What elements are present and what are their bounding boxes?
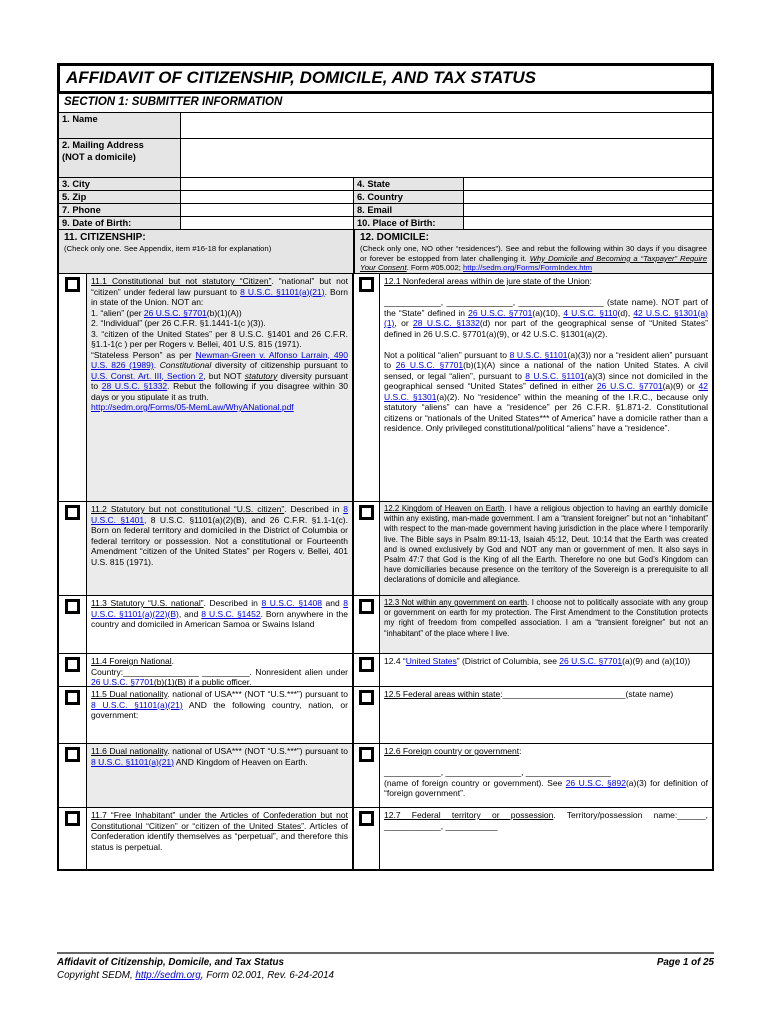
checkbox-cell-12-2 — [352, 502, 379, 595]
mailing-address-label-line1: 2. Mailing Address — [62, 140, 144, 150]
item-11-2: 11.2 Statutory but not constitutional “U.S. citizen”. Described in 8 U.S.C. §1401, 8 U.S.C. §1101(a)(2)(B), and 26 C.F.R. §1.1-1(c). Born on federal territory and domiciled in the District of Columbia or federal territory or possession. Not a constitutional or Fourteenth Amendment “citizen of the United States” per Rogers v. Bellei, 401 U.S. 815 (1971). — [86, 502, 352, 595]
statute-link[interactable]: 4 U.S.C. §110 — [563, 307, 618, 318]
statute-link[interactable]: 26 U.S.C. §7701 — [559, 656, 623, 666]
phone-input[interactable] — [180, 204, 353, 216]
footer-page-indicator: Page 1 of 25 — [656, 957, 714, 968]
checkbox-cell-12-6 — [352, 744, 379, 807]
checkbox-cell-11-3 — [59, 596, 86, 653]
email-input[interactable] — [463, 204, 712, 216]
checkbox-12-6[interactable] — [359, 747, 374, 762]
mailing-address-label-line2: (NOT a domicile) — [62, 151, 136, 162]
domicile-header-title: 12. DOMICILE: — [360, 232, 429, 243]
statute-link[interactable]: 26 U.S.C. §7701 — [143, 307, 207, 318]
checkbox-cell-12-3 — [352, 596, 379, 653]
checkbox-cell-11-5 — [59, 687, 86, 743]
statute-link[interactable]: 26 U.S.C. §7701 — [596, 381, 663, 391]
item-12-4: 12.4 “United States” (District of Columbia, see 26 U.S.C. §7701(a)(9) and (a)(10)) — [379, 654, 712, 686]
city-label: 3. City — [59, 178, 180, 190]
statute-link[interactable]: 26 U.S.C. §7701 — [468, 307, 533, 318]
item-11-6: 11.6 Dual nationality. national of USA*** (NOT “U.S.***”) pursuant to 8 U.S.C. §1101(a)(21) AND Kingdom of Heaven on Earth. — [86, 744, 352, 807]
name-input[interactable] — [180, 113, 712, 138]
citizenship-header-note: (Check only one. See Appendix, item #16-18 for explanation) — [64, 244, 272, 253]
statute-link[interactable]: http://sedm.org/Forms/05-MemLaw/WhyANational.pdf — [91, 402, 294, 412]
item-12-3: 12.3 Not within any government on earth. I choose not to politically associate with any group or government on earth for my protection. The First Amendment to the Constitution protects my right of freedom from compelled association. I am a “transient foreigner” but not an “inhabitant” of the place where I live. — [379, 596, 712, 653]
item-12-1: 12.1 Nonfederal areas within de jure state of the Union: ____________, ______________, __________________ (state name). NOT part of the “State” defined in 26 U.S.C. §7701(a)(10), 4 U.S.C. §110(d), 42 U.S.C. §1301(a)(1), or 28 U.S.C. §1332(d) nor part of the geographical sense of “United States” defined in 26 U.S.C. §7701(a)(9), or 42 U.S.C. §1301(a)(2). Not a political “alien” pursuant to 8 U.S.C. §1101(a)(3)) nor a “resident alien” pursuant to 26 U.S.C. §7701(b)(1)(A) since a national of the nation United States. A civil sensed, or legal “alien”, pursuant to 8 U.S.C. §1101(a)(3) since not domiciled in the geographical sensed “United States” defined in either 26 U.S.C. §7701(a)(9) or 42 U.S.C. §1301(a)(2). No “residence” within the meaning of the I.R.C., because only statutory “aliens” can have a “residence” per 26 C.F.R. §1.871-2. Constitutional citizens or “nationals of the United States*** of America” have a domicile rather than a residence. Only privileged constitutional/political “aliens” have a “residence”. — [379, 274, 712, 501]
page-footer — [57, 952, 714, 982]
checkbox-cell-11-7 — [59, 808, 86, 869]
statute-link[interactable]: United States — [405, 656, 457, 666]
pob-input[interactable] — [463, 217, 712, 229]
item-11-4: 11.4 Foreign National. Country:________________ __________. Nonresident alien under 26 U.S.C. §7701(b)(1)(B) if a public officer. — [86, 654, 352, 686]
statute-link[interactable]: 26 U.S.C. §7701 — [395, 360, 464, 370]
checkbox-12-3[interactable] — [359, 599, 374, 614]
checkbox-cell-12-5 — [352, 687, 379, 743]
zip-label: 5. Zip — [59, 191, 180, 203]
checkbox-cell-12-7 — [352, 808, 379, 869]
checkbox-cell-11-1 — [59, 274, 86, 501]
checkbox-11-4[interactable] — [65, 657, 80, 672]
checkbox-12-5[interactable] — [359, 690, 374, 705]
dob-label: 9. Date of Birth: — [59, 217, 180, 229]
email-label: 8. Email — [353, 204, 463, 216]
form-table — [57, 94, 714, 871]
checkbox-cell-11-4 — [59, 654, 86, 686]
footer-copyright: Copyright SEDM, http://sedm.org, Form 02.001, Rev. 6-24-2014 — [57, 970, 334, 981]
statute-link[interactable]: 8 U.S.C. §1408 — [261, 598, 322, 608]
checkbox-cell-11-6 — [59, 744, 86, 807]
checkbox-cell-12-1 — [352, 274, 379, 501]
statute-link[interactable]: http://sedm.org — [135, 970, 201, 981]
checkbox-11-5[interactable] — [65, 690, 80, 705]
statute-link[interactable]: 8 U.S.C. §1101(a)(21) — [91, 699, 183, 710]
footer-doc-title: Affidavit of Citizenship, Domicile, and Tax Status — [57, 957, 284, 968]
dob-input[interactable] — [180, 217, 353, 229]
page-title: AFFIDAVIT OF CITIZENSHIP, DOMICILE, AND TAX STATUS — [57, 63, 714, 94]
domicile-section-header — [353, 230, 712, 273]
checkbox-11-1[interactable] — [65, 277, 80, 292]
name-label: 1. Name — [59, 113, 180, 138]
checkbox-cell-11-2 — [59, 502, 86, 595]
section1-header: SECTION 1: SUBMITTER INFORMATION — [64, 96, 283, 108]
affidavit-form-page — [57, 63, 714, 871]
checkbox-12-7[interactable] — [359, 811, 374, 826]
statute-link[interactable]: 8 U.S.C. §1101(a)(21) — [91, 756, 174, 767]
domicile-header-note: (Check only one, NO other “residences”). See and rebut the following within 30 days if you disagree or forever be estopped from later challenging it. Why Domicile and Becoming a “Taxpayer” Require Your Consent. Form #05.002; http://sedm.org/Forms/FormIndex.htm — [360, 244, 707, 273]
checkbox-cell-12-4 — [352, 654, 379, 686]
statute-link[interactable]: http://sedm.org/Forms/FormIndex.htm — [463, 263, 593, 273]
statute-link[interactable]: 8 U.S.C. §1101(a)(21) — [240, 286, 325, 297]
checkbox-12-1[interactable] — [359, 277, 374, 292]
statute-link[interactable]: U.S. Const. Art. III, Section 2 — [91, 370, 204, 381]
zip-input[interactable] — [180, 191, 353, 203]
mailing-address-input[interactable] — [180, 139, 712, 177]
citizenship-section-header — [59, 230, 353, 273]
mailing-address-label — [59, 139, 180, 177]
state-input[interactable] — [463, 178, 712, 190]
country-label: 6. Country — [353, 191, 463, 203]
statute-link[interactable]: 8 U.S.C. §1101(a)(22)(B) — [91, 598, 348, 619]
state-label: 4. State — [353, 178, 463, 190]
statute-link[interactable]: 42 U.S.C. §1301 — [384, 381, 708, 402]
statute-link[interactable]: 28 U.S.C. §1332 — [101, 381, 168, 391]
checkbox-12-2[interactable] — [359, 505, 374, 520]
item-12-6: 12.6 Foreign country or government: ____________, ________________, __________________ (name of foreign country or government). See 26 U.S.C. §892(a)(3) for definition of “foreign government”. — [379, 744, 712, 807]
citizenship-header-title: 11. CITIZENSHIP: — [64, 232, 146, 243]
checkbox-11-6[interactable] — [65, 747, 80, 762]
statute-link[interactable]: 26 U.S.C. §7701 — [91, 677, 154, 686]
statute-link[interactable]: Newman-Green v. Alfonso Larrain, 490 U.S. 826 (1989) — [91, 349, 349, 370]
checkbox-11-2[interactable] — [65, 505, 80, 520]
checkbox-12-4[interactable] — [359, 657, 374, 672]
statute-link[interactable]: 8 U.S.C. §1101 — [509, 349, 568, 360]
checkbox-11-7[interactable] — [65, 811, 80, 826]
statute-link[interactable]: 26 U.S.C. §892 — [565, 777, 626, 788]
city-input[interactable] — [180, 178, 353, 190]
item-12-5: 12.5 Federal areas within state:__________________________(state name) — [379, 687, 712, 743]
country-input[interactable] — [463, 191, 712, 203]
item-11-3: 11.3 Statutory “U.S. national”. Described in 8 U.S.C. §1408 and 8 U.S.C. §1101(a)(22)(B), and 8 U.S.C. §1452. Born anywhere in the country and domiciled in American Samoa or Swains Island — [86, 596, 352, 653]
statute-link[interactable]: 8 U.S.C. §1452 — [201, 608, 261, 619]
statute-link[interactable]: 28 U.S.C. §1332 — [413, 318, 480, 328]
statute-link[interactable]: 8 U.S.C. §1101 — [525, 370, 585, 381]
item-12-7: 12.7 Federal territory or possession. Territory/possession name:______, ____________, ___________ — [379, 808, 712, 869]
statute-link[interactable]: 42 U.S.C. §1301(a)(1) — [384, 307, 708, 328]
statute-link[interactable]: 8 U.S.C. §1401, — [91, 504, 348, 525]
checkbox-11-3[interactable] — [65, 599, 80, 614]
item-11-1: 11.1 Constitutional but not statutory “Citizen”. “national” but not “citizen” under federal law pursuant to 8 U.S.C. §1101(a)(21). Born in state of the Union. NOT an: 1. “alien” (per 26 U.S.C. §7701(b)(1)(A)) 2. “Individual” (per 26 C.F.R. §1.1441-1(c )(3)). 3. “citizen of the United States” per 8 U.S.C. §1401 and 26 C.F.R. §1.1-1(c ) per per Rogers v. Bellei, 401 U.S. 815 (1971). “Stateless Person” as per Newman-Green v. Alfonso Larrain, 490 U.S. 826 (1989). Constitutional diversity of citizenship pursuant to U.S. Const. Art. III, Section 2, but NOT statutory diversity pursuant to 28 U.S.C. §1332. Rebut the following if you disagree within 30 days or you stipulate it as truth. http://sedm.org/Forms/05-MemLaw/WhyANational.pdf — [86, 274, 352, 501]
item-11-5: 11.5 Dual nationality. national of USA*** (NOT “U.S.***”) pursuant to 8 U.S.C. §1101(a)(21) AND the following country, nation, or government: — [86, 687, 352, 743]
pob-label: 10. Place of Birth: — [353, 217, 463, 229]
item-12-2: 12.2 Kingdom of Heaven on Earth. I have a religious objection to having an earthly domicile within any existing, man-made government. I am a “transient foreigner” but not an “inhabitant” with respect to the man-made government having jurisdiction in the place where I temporarily live. The Bible says in Psalm 89:11-13, Isaiah 45:12, Deut. 10:14 that the Earth was created and is owned exclusively by God and NOT any man or government of men. It also says in Psalm 47:7 that God is the King of all the Earth. Therefore no one but God’s Kingdom can have domiciliaries because presence on the territory of the Sovereign is a prerequisite to all declarations of domicile and allegiance. — [379, 502, 712, 595]
item-11-7: 11.7 “Free Inhabitant” under the Articles of Confederation but not Constitutional “Citizen” or “citizen of the United States”. Articles of Confederation identify themselves as “perpetual”, and therefore this status is perpetual. — [86, 808, 352, 869]
phone-label: 7. Phone — [59, 204, 180, 216]
